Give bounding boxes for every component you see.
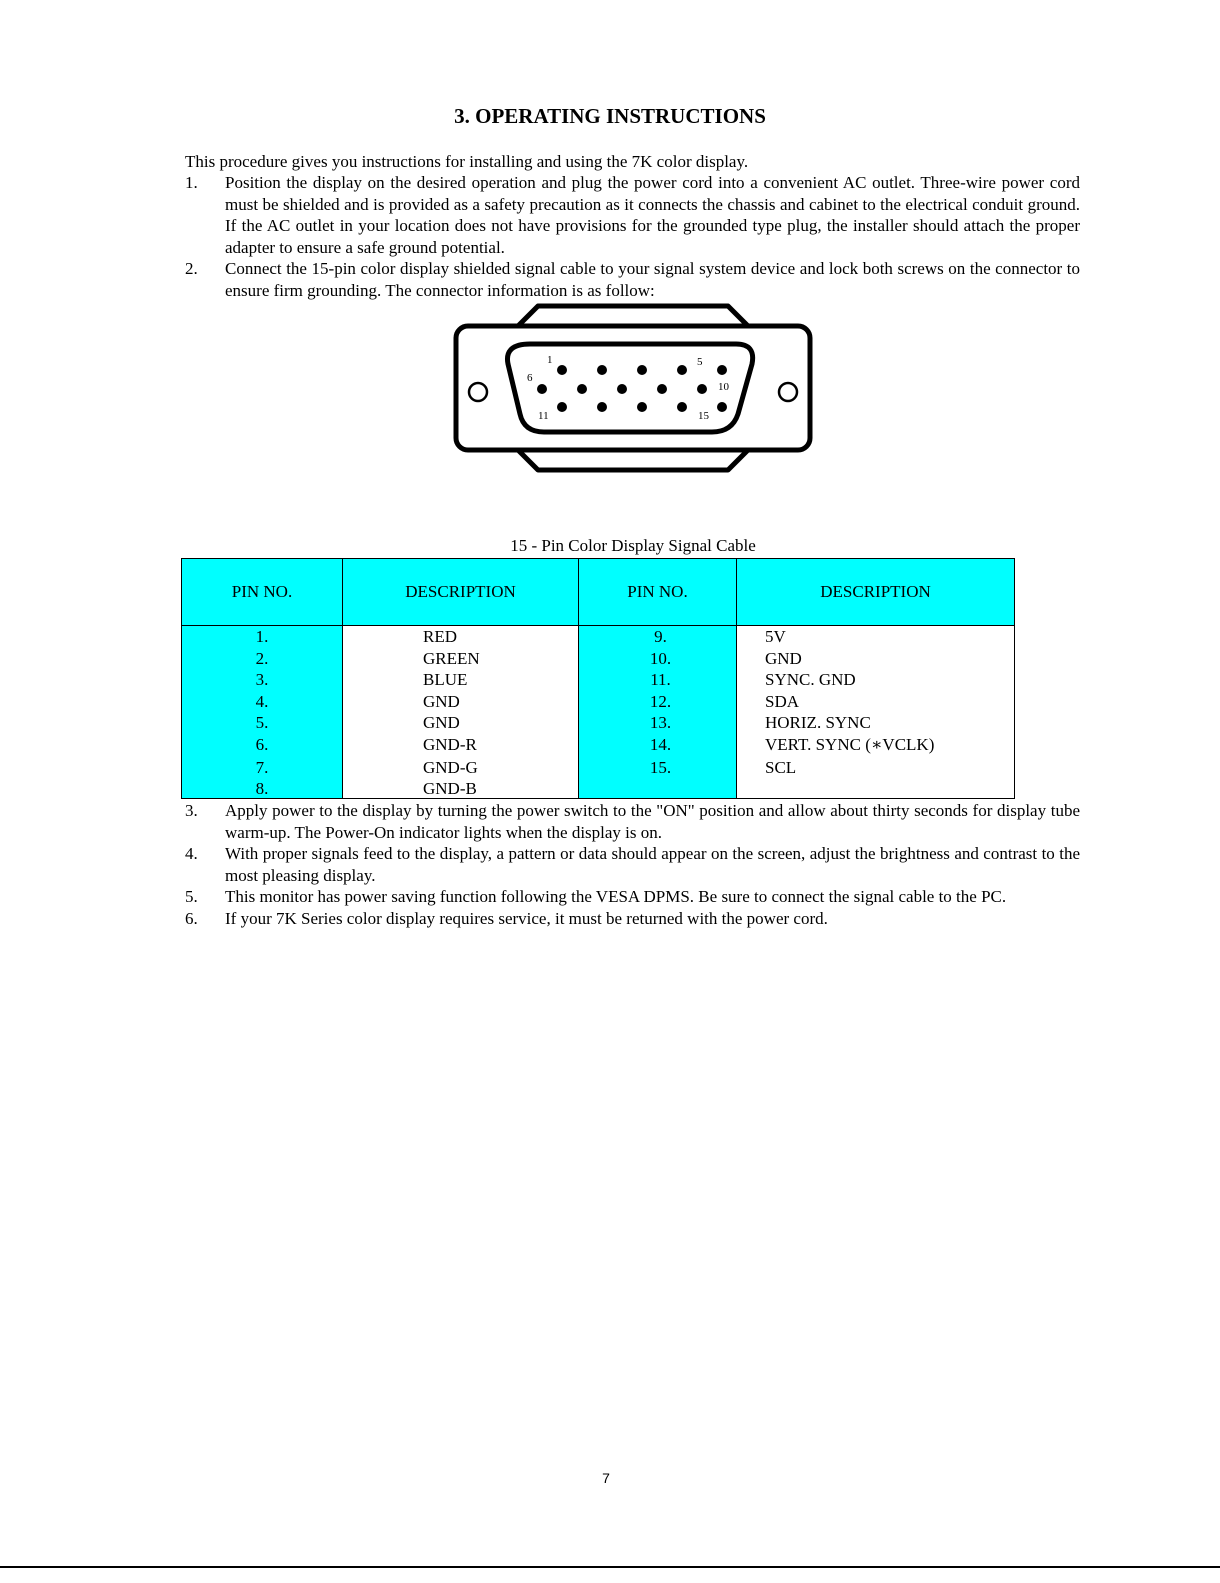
pin-description: GND-G (423, 758, 478, 777)
right-descriptions-cell (737, 626, 1015, 799)
step-number: 4. (185, 844, 198, 863)
pin-number: 10. (649, 648, 672, 668)
list-item (185, 800, 1080, 843)
pin-number: 15. (649, 758, 672, 777)
pin-number: 11. (650, 670, 671, 689)
pin-description: BLUE (423, 670, 468, 689)
pin-description: RED (423, 627, 457, 646)
pin-description: 5V (765, 627, 786, 646)
pin-description: GND (423, 713, 460, 732)
step-text: This monitor has power saving function following the VESA DPMS. Be sure to connect the signal cable to the PC. (225, 887, 1007, 906)
pin-7 (577, 384, 587, 394)
pin-description: GREEN (423, 648, 480, 668)
intro-paragraph: This procedure gives you instructions for installing and using the 7K color display. (185, 152, 749, 171)
pin-9 (657, 384, 667, 394)
pin-number: 6. (255, 734, 269, 754)
header-pin-no-left: PIN NO. (182, 559, 343, 626)
pin-number: 2. (255, 648, 269, 668)
header-description-left: DESCRIPTION (343, 559, 579, 626)
pin-label-10: 10 (718, 381, 729, 393)
header-pin-no-right: PIN NO. (579, 559, 737, 626)
pin-label-5: 5 (697, 356, 703, 368)
pin-description: SCL (765, 758, 797, 777)
step-number: 6. (185, 908, 198, 928)
step-text: With proper signals feed to the display, a pattern or data should appear on the screen, adjust the brightness and contrast to the most pleasing display. (225, 844, 1080, 885)
bottom-rule (0, 1566, 1220, 1568)
pin-3 (637, 365, 647, 375)
steps-list-before-table (185, 172, 1080, 301)
step-text: If your 7K Series color display requires service, it must be returned with the power cord. (225, 908, 828, 928)
pin-10 (697, 384, 707, 394)
step-number: 2. (185, 259, 198, 278)
step-number: 1. (185, 173, 198, 192)
pin-number: 12. (649, 691, 672, 711)
left-pins-cell (182, 626, 343, 799)
pin-12 (597, 402, 607, 412)
pin-number: 8. (255, 778, 269, 798)
step-text: Position the display on the desired operation and plug the power cord into a convenient AC outlet. Three-wire power cord must be shielded and is provided as a safety precaution as it connects the chassis and cabinet to the electrical conduit ground. If the AC outlet in your location does not have provisions for the grounded type plug, the installer should attach the proper adapter to ensure a safe ground potential. (225, 173, 1080, 257)
pin-description: GND (423, 691, 460, 711)
step-number: 3. (185, 801, 198, 820)
header-description-right: DESCRIPTION (737, 559, 1015, 626)
pin-number: 3. (255, 670, 269, 689)
list-item (185, 908, 1080, 930)
pin-label-11: 11 (538, 410, 549, 422)
pin-description: SYNC. GND (765, 670, 856, 689)
pin-number: 13. (649, 713, 672, 732)
pin-number: 4. (255, 691, 269, 711)
pin-table (181, 558, 1015, 799)
pin-label-1: 1 (547, 354, 553, 366)
pin-number: 9. (654, 627, 667, 646)
pin-number: 5. (255, 713, 269, 732)
pin-description: SDA (765, 691, 800, 711)
table-row (182, 626, 1015, 799)
pin-label-15: 15 (698, 410, 709, 422)
table-header-row (182, 559, 1015, 626)
pin-number: 7. (255, 758, 269, 777)
page-title: 3. OPERATING INSTRUCTIONS (454, 104, 766, 128)
list-item (185, 172, 1080, 258)
page-number: 7 (602, 1470, 610, 1486)
pin-15 (717, 402, 727, 412)
table-caption: 15 - Pin Color Display Signal Cable (510, 536, 756, 555)
pin-13 (637, 402, 647, 412)
pin-2 (597, 365, 607, 375)
pin-number: 1. (255, 627, 269, 646)
pin-14 (677, 402, 687, 412)
pin-description: GND-B (423, 778, 477, 798)
step-text: Apply power to the display by turning the power switch to the "ON" position and allow about thirty seconds for display tube warm-up. The Power-On indicator lights when the display is on. (225, 801, 1080, 842)
pin-description: GND (765, 648, 802, 668)
pin-1 (557, 365, 567, 375)
pin-description: VERT. SYNC (∗VCLK) (765, 734, 935, 754)
pin-11 (557, 402, 567, 412)
pin-description: GND-R (423, 734, 477, 754)
pin-8 (617, 384, 627, 394)
list-item (185, 258, 1080, 301)
pin-number: 14. (649, 734, 672, 754)
vga-connector-diagram (450, 302, 816, 474)
pin-6 (537, 384, 547, 394)
pin-description: HORIZ. SYNC (765, 713, 871, 732)
right-pins-cell (579, 626, 737, 799)
step-text: Connect the 15-pin color display shielded signal cable to your signal system device and lock both screws on the connector to ensure firm grounding. The connector information is as follow: (225, 259, 1080, 300)
connector-bottom-shell (518, 450, 748, 470)
pin-4 (677, 365, 687, 375)
step-number: 5. (185, 887, 198, 906)
list-item (185, 886, 1080, 908)
pin-label-6: 6 (527, 372, 533, 384)
steps-list-after-table (185, 800, 1080, 929)
pin-5 (717, 365, 727, 375)
list-item (185, 843, 1080, 886)
left-descriptions-cell (343, 626, 579, 799)
connector-top-shell (518, 306, 748, 326)
